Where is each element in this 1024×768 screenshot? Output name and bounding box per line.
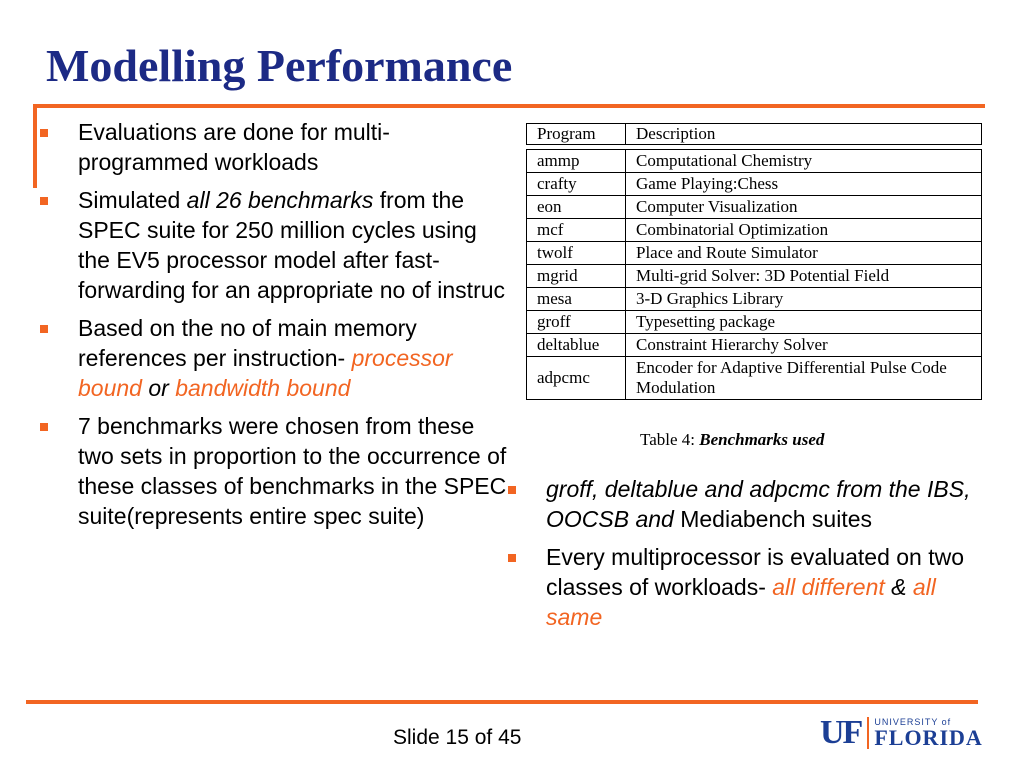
- bullet-highlight: all same: [546, 574, 936, 630]
- table-cell-program: deltablue: [527, 334, 626, 357]
- table-cell-program: mgrid: [527, 265, 626, 288]
- bullet-emphasis: groff, deltablue and adpcmc from the IBS, OOCSB and: [546, 476, 971, 532]
- slide-title: Modelling Performance: [46, 40, 513, 91]
- logo-university-of: UNIVERSITY of: [874, 717, 952, 727]
- table-row: [527, 242, 982, 265]
- bullet-item: [40, 117, 515, 177]
- bullet-item: [40, 313, 515, 403]
- table-cell-program: mcf: [527, 219, 626, 242]
- right-bullet-list: [508, 474, 978, 640]
- bullet-text: from the SPEC suite for 250 million cycles using the EV5 processor model after fast-forwarding for an appropriate no of instruc: [78, 187, 506, 303]
- bullet-text: Simulated: [78, 187, 187, 213]
- left-accent-bar: [33, 104, 37, 188]
- bullet-item: [508, 542, 978, 632]
- table-row: [527, 150, 982, 173]
- bullet-emphasis: or: [141, 375, 176, 401]
- title-divider: [34, 104, 985, 108]
- table-header-program: Program: [527, 124, 626, 145]
- table-cell-program: twolf: [527, 242, 626, 265]
- table-cell-description: Combinatorial Optimization: [626, 219, 982, 242]
- table-cell-description: Multi-grid Solver: 3D Potential Field: [626, 265, 982, 288]
- bullet-text: Evaluations are done for multi-programmed workloads: [78, 119, 390, 175]
- bullet-text: Every multiprocessor is evaluated on two classes of workloads-: [546, 544, 965, 600]
- table-row: [527, 288, 982, 311]
- table-row: [527, 173, 982, 196]
- bullet-emphasis: all 26 benchmarks: [186, 187, 374, 213]
- table-row: [527, 311, 982, 334]
- table-cell-program: mesa: [527, 288, 626, 311]
- logo-florida: FLORIDA: [874, 725, 983, 750]
- table-header-row: [527, 124, 982, 145]
- table-row: [527, 219, 982, 242]
- square-bullet-icon: [508, 554, 516, 562]
- table-cell-description: Typesetting package: [626, 311, 982, 334]
- table-cell-program: crafty: [527, 173, 626, 196]
- table-cell-description: Constraint Hierarchy Solver: [626, 334, 982, 357]
- footer-divider: [26, 700, 978, 704]
- bullet-item: [40, 185, 515, 305]
- bullet-text: 7 benchmarks were chosen from these two sets in proportion to the occurrence of these classes of benchmarks in the SPEC suite(represents entire spec suite): [78, 413, 507, 529]
- uf-logo-mark: UF: [820, 714, 862, 751]
- table-cell-program: groff: [527, 311, 626, 334]
- bullet-highlight: all different: [772, 574, 885, 600]
- university-logo: [820, 716, 983, 750]
- table-header-description: Description: [626, 124, 982, 145]
- table-caption-label: Table 4:: [640, 430, 695, 449]
- bullet-emphasis: &: [884, 574, 913, 600]
- square-bullet-icon: [40, 197, 48, 205]
- slide-number: Slide 15 of 45: [393, 726, 522, 749]
- table-row: [527, 334, 982, 357]
- bullet-item: [508, 474, 978, 534]
- table-cell-description: Game Playing:Chess: [626, 173, 982, 196]
- square-bullet-icon: [40, 129, 48, 137]
- logo-wordmark: [867, 717, 982, 749]
- bullet-highlight: bandwidth bound: [175, 375, 351, 401]
- bullet-text: Based on the no of main memory references per instruction-: [78, 315, 417, 371]
- table-caption: [640, 430, 824, 450]
- bullet-text: Mediabench suites: [673, 506, 873, 532]
- square-bullet-icon: [40, 423, 48, 431]
- bullet-highlight: processor bound: [78, 345, 453, 401]
- table-cell-program: eon: [527, 196, 626, 219]
- table-cell-description: Computational Chemistry: [626, 150, 982, 173]
- table-cell-description: Place and Route Simulator: [626, 242, 982, 265]
- benchmarks-table: [526, 123, 982, 400]
- table-cell-program: ammp: [527, 150, 626, 173]
- table-row: [527, 265, 982, 288]
- bullet-item: [40, 411, 515, 531]
- table-row: [527, 357, 982, 400]
- square-bullet-icon: [40, 325, 48, 333]
- table-cell-description: Computer Visualization: [626, 196, 982, 219]
- table-caption-text: Benchmarks used: [699, 430, 825, 449]
- table-cell-description: Encoder for Adaptive Differential Pulse Code Modulation: [626, 357, 982, 400]
- table-row: [527, 196, 982, 219]
- table-cell-description: 3-D Graphics Library: [626, 288, 982, 311]
- left-bullet-list: [40, 117, 515, 539]
- table-cell-program: adpcmc: [527, 357, 626, 400]
- square-bullet-icon: [508, 486, 516, 494]
